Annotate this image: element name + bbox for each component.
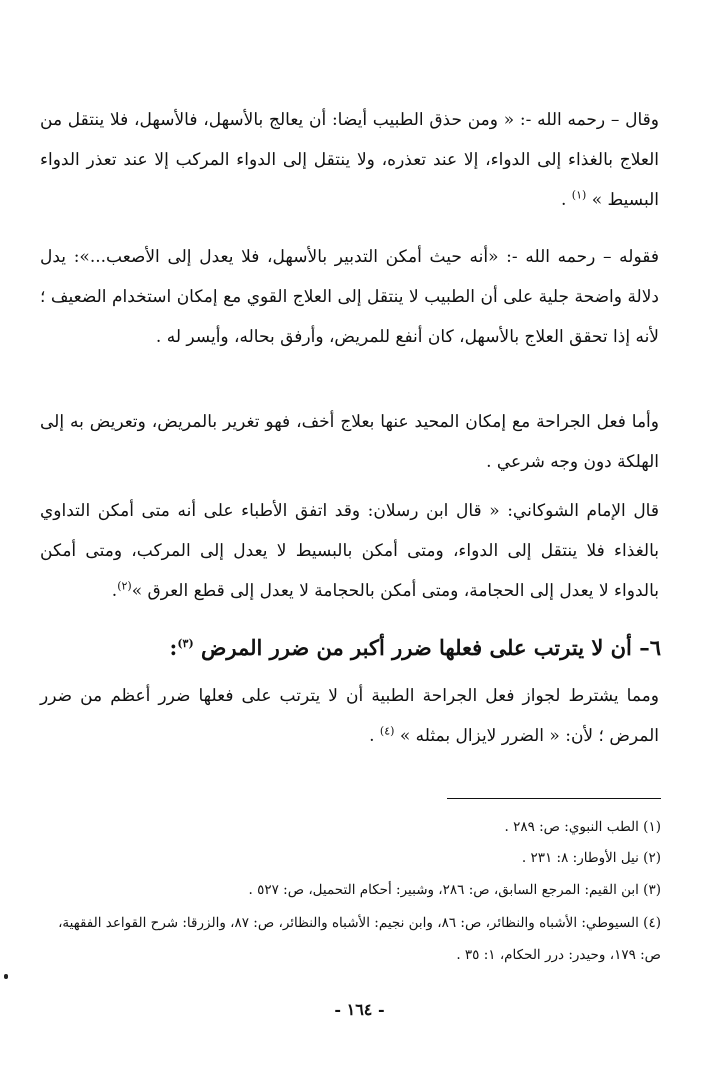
footnote-2: (٢) نيل الأوطار: ٨: ٢٣١ . — [521, 850, 661, 866]
paragraph-4-text: قال الإمام الشوكاني: « قال ابن رسلان: وقد اتفق الأطباء على أنه متى أمكن التداوي بالغذاء فلا ينتقل إلى الدواء، ومتى أمكن بالبسيط لا يعدل إلى المركب، ومتى أمكن بالدواء لا يعدل إلى الحجامة، ومتى أمكن بالحجامة لا يعدل إلى قطع العرق » — [40, 501, 659, 601]
footnote-ref-3: (٣) — [177, 637, 194, 650]
paragraph-2: فقوله – رحمه الله -: «أنه حيث أمكن التدبير بالأسهل، فلا يعدل إلى الأصعب...»: يدل دلالة واضحة جلية على أن الطبيب لا ينتقل إلى العلاج القوي مع إمكان استخدام الضعيف ؛ لأنه إذا تحقق العلاج بالأسهل، كان أنفع للمريض، وأرفق بحاله، وأيسر له . — [40, 247, 659, 347]
footnote-4: (٤) السيوطي: الأشباه والنظائر، ص: ٨٦، وابن نجيم: الأشباه والنظائر، ص: ٨٧، والزرقا: شرح القواعد الفقهية، ص: ١٧٩، وحيدر: درر الحكام، ١: ٣٥ . — [58, 915, 661, 963]
paragraph-5 — [40, 676, 659, 756]
paragraph-1 — [40, 100, 659, 220]
paragraph-1-text: وقال – رحمه الله -: « ومن حذق الطبيب أيضا: أن يعالج بالأسهل، فالأسهل، فلا ينتقل من العلاج بالغذاء إلى الدواء، إلا عند تعذره، ولا ينتقل إلى الدواء المركب إلا عند تعذر الدواء البسيط » — [40, 110, 659, 210]
section-heading — [40, 628, 661, 668]
footnote-ref-1: (١) — [571, 188, 587, 202]
paragraph-4-end: . — [111, 581, 118, 601]
footnote-ref-4: (٤) — [379, 724, 395, 738]
paragraph-4 — [40, 491, 659, 611]
paragraph-3: وأما فعل الجراحة مع إمكان المحيد عنها بعلاج أخف، فهو تغرير بالمريض، وتعريض به إلى الهلكة دون وجه شرعي . — [40, 412, 659, 472]
scan-speck — [4, 974, 8, 979]
section-heading-text: ٦– أن لا يترتب على فعلها ضرر أكبر من ضرر المرض — [200, 635, 661, 660]
page-number: - ١٦٤ - — [334, 1000, 385, 1019]
footnote-3: (٣) ابن القيم: المرجع السابق، ص: ٢٨٦، وشبير: أحكام التحميل، ص: ٥٢٧ . — [248, 882, 661, 898]
footnote-divider — [447, 798, 661, 799]
footnote-1: (١) الطب النبوي: ص: ٢٨٩ . — [504, 819, 661, 835]
paragraph-5-end: . — [369, 726, 375, 746]
section-heading-end: : — [169, 635, 178, 660]
footnote-ref-2: (٢) — [117, 579, 132, 593]
paragraph-1-end: . — [560, 190, 567, 210]
paragraph-5-text: ومما يشترط لجواز فعل الجراحة الطبية أن لا يترتب على فعلها ضرر أعظم من ضرر المرض ؛ لأن: « الضرر لايزال بمثله » — [40, 686, 659, 746]
